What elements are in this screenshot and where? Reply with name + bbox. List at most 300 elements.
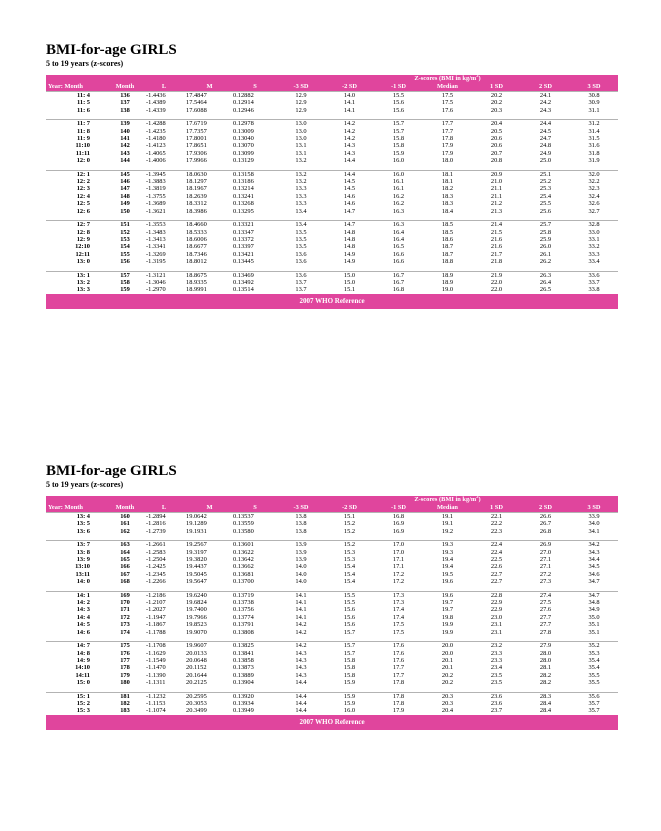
- year-month-cell: 11: 5: [77, 99, 90, 107]
- plus1sd-cell: 20.5: [490, 127, 503, 135]
- minus1sd-cell: 17.8: [392, 699, 405, 707]
- plus3sd-cell: 33.3: [588, 250, 600, 258]
- month-cell: 150: [120, 207, 130, 215]
- s-cell: 0.13347: [233, 228, 254, 236]
- minus1sd-cell: 17.7: [392, 664, 405, 672]
- month-cell: 160: [108, 513, 142, 521]
- year-month-cell: 11:11: [75, 149, 90, 157]
- page-title: BMI-for-age GIRLS: [46, 42, 177, 58]
- s-cell: 0.13372: [233, 235, 254, 243]
- l-cell: -1.1708: [142, 642, 186, 650]
- minus2sd-cell: 15.7: [325, 642, 374, 650]
- median-cell: 17.6: [441, 106, 454, 114]
- minus1sd-cell: 17.2: [392, 570, 405, 578]
- minus3sd-cell: 13.3: [295, 200, 307, 208]
- plus2sd-cell: 27.2: [539, 570, 552, 578]
- month-cell: 179: [120, 671, 130, 679]
- table-row: [46, 193, 618, 200]
- median-cell: 19.1: [441, 520, 454, 528]
- month-cell: 158: [120, 278, 130, 286]
- plus2sd-cell: 28.0: [539, 649, 552, 657]
- m-cell: 17.7357: [186, 127, 207, 135]
- year-month-cell: 14: 1: [46, 591, 108, 599]
- col-header-month: Month: [108, 83, 142, 92]
- minus3sd-cell: 14.4: [277, 692, 325, 700]
- s-cell: 0.13492: [233, 278, 254, 286]
- month-cell: 163: [108, 541, 142, 549]
- year-month-cell: 13: 7: [46, 541, 108, 549]
- table-row: [46, 541, 618, 549]
- year-month-cell: 14:10: [75, 664, 90, 672]
- median-cell: 19.0: [441, 286, 454, 294]
- table-row: [46, 251, 618, 258]
- plus3sd-cell: 34.7: [570, 591, 618, 599]
- plus2sd-cell: 24.3: [539, 106, 552, 114]
- l-cell: -1.3553: [142, 221, 186, 229]
- s-cell: 0.13040: [233, 135, 254, 143]
- plus1sd-cell: 23.1: [490, 628, 503, 636]
- plus2sd-cell: 24.7: [539, 135, 552, 143]
- median-cell: 17.9: [441, 142, 454, 150]
- page-title: BMI-for-age GIRLS: [46, 463, 177, 479]
- m-cell: 19.2567: [186, 541, 233, 549]
- plus2sd-cell: 24.5: [539, 127, 552, 135]
- median-cell: 19.6: [423, 591, 472, 599]
- page-subtitle: 5 to 19 years (z-scores): [46, 59, 124, 68]
- table-row: [46, 185, 618, 192]
- plus1sd-cell: 21.2: [490, 200, 503, 208]
- plus1sd-cell: 21.0: [490, 178, 503, 186]
- minus2sd-cell: 15.2: [343, 520, 356, 528]
- l-cell: -1.2816: [146, 520, 166, 528]
- plus3sd-cell: 34.0: [588, 520, 600, 528]
- plus3sd-cell: 32.4: [588, 192, 600, 200]
- table-row: [46, 700, 618, 707]
- median-cell: 18.6: [441, 235, 454, 243]
- minus2sd-cell: 14.5: [343, 178, 356, 186]
- minus3sd-cell: 14.1: [295, 599, 307, 607]
- m-cell: 18.2639: [186, 192, 207, 200]
- s-cell: 0.12914: [233, 99, 254, 107]
- plus2sd-cell: 27.4: [521, 591, 570, 599]
- plus3sd-cell: 33.9: [570, 513, 618, 521]
- l-cell: -1.4389: [146, 99, 166, 107]
- plus3sd-cell: 35.7: [588, 699, 600, 707]
- plus2sd-cell: 24.9: [539, 149, 552, 157]
- minus1sd-cell: 16.4: [392, 235, 405, 243]
- minus3sd-cell: 14.0: [295, 570, 307, 578]
- col-header-2sd: 2 SD: [521, 83, 570, 92]
- l-cell: -1.1549: [146, 656, 166, 664]
- table-row: [46, 520, 618, 527]
- year-month-cell: 12:10: [75, 243, 90, 251]
- minus3sd-cell: 13.0: [277, 120, 325, 128]
- minus3sd-cell: 13.5: [295, 228, 307, 236]
- plus1sd-cell: 22.8: [472, 591, 521, 599]
- year-month-cell: 13: 1: [46, 271, 108, 279]
- plus3sd-cell: 35.4: [588, 664, 600, 672]
- year-month-cell: 14: 2: [76, 599, 90, 607]
- s-cell: 0.13580: [233, 527, 254, 535]
- minus2sd-cell: 15.4: [343, 570, 356, 578]
- table-row: [46, 672, 618, 679]
- table-row: [46, 650, 618, 657]
- col-header-minus3sd: -3 SD: [277, 504, 325, 513]
- year-month-cell: 12: 4: [76, 192, 90, 200]
- table-row: [46, 170, 618, 178]
- m-cell: 20.2125: [186, 679, 207, 687]
- minus1sd-cell: 17.4: [392, 606, 405, 614]
- s-cell: 0.13514: [233, 286, 254, 294]
- month-cell: 183: [120, 707, 130, 715]
- minus1sd-cell: 15.5: [374, 92, 423, 100]
- m-cell: 19.8523: [186, 621, 207, 629]
- m-cell: 18.1297: [186, 178, 207, 186]
- plus1sd-cell: 22.7: [490, 570, 503, 578]
- table-row: [46, 621, 618, 628]
- month-cell: 152: [120, 228, 130, 236]
- m-cell: 19.5647: [186, 578, 207, 586]
- month-cell: 172: [120, 613, 130, 621]
- minus1sd-cell: 16.0: [392, 157, 405, 165]
- minus2sd-cell: 15.4: [343, 563, 356, 571]
- table-row: [46, 157, 618, 164]
- s-cell: 0.13268: [233, 200, 254, 208]
- plus1sd-cell: 23.5: [490, 679, 503, 687]
- l-cell: -1.4339: [146, 106, 166, 114]
- s-cell: 0.13662: [233, 563, 254, 571]
- minus3sd-cell: 14.2: [295, 621, 307, 629]
- minus2sd-cell: 15.3: [343, 556, 356, 564]
- col-header-minus3sd: -3 SD: [277, 83, 325, 92]
- plus1sd-cell: 22.9: [490, 599, 503, 607]
- year-month-cell: 14: 0: [76, 578, 90, 586]
- year-month-cell: 14: 5: [76, 621, 90, 629]
- m-cell: 19.9070: [186, 628, 207, 636]
- plus2sd-cell: 25.4: [539, 192, 552, 200]
- minus3sd-cell: 13.8: [277, 513, 325, 521]
- m-cell: 20.0648: [186, 656, 207, 664]
- l-cell: -1.3195: [146, 258, 166, 266]
- median-cell: 19.6: [441, 578, 454, 586]
- plus3sd-cell: 33.8: [588, 286, 600, 294]
- table-row: [46, 286, 618, 293]
- plus2sd-cell: 28.0: [539, 656, 552, 664]
- plus3sd-cell: 34.2: [570, 541, 618, 549]
- plus3sd-cell: 35.0: [588, 613, 600, 621]
- table-row: [46, 556, 618, 563]
- plus2sd-cell: 26.6: [521, 513, 570, 521]
- month-cell: 139: [108, 120, 142, 128]
- minus3sd-cell: 13.2: [295, 157, 307, 165]
- plus2sd-cell: 25.7: [521, 221, 570, 229]
- col-header-1sd: 1 SD: [472, 83, 521, 92]
- plus3sd-cell: 33.6: [570, 271, 618, 279]
- plus3sd-cell: 35.5: [588, 671, 600, 679]
- minus1sd-cell: 16.6: [392, 258, 405, 266]
- year-month-cell: 13:10: [75, 563, 90, 571]
- minus3sd-cell: 13.4: [277, 221, 325, 229]
- col-header-m: M: [186, 504, 233, 513]
- month-cell: 173: [120, 621, 130, 629]
- plus1sd-cell: 21.9: [472, 271, 521, 279]
- median-cell: 19.8: [441, 613, 454, 621]
- m-cell: 18.9991: [186, 286, 207, 294]
- year-month-cell: 13: 3: [76, 286, 90, 294]
- minus3sd-cell: 14.4: [295, 707, 307, 715]
- bmi-zscore-table: [46, 496, 618, 730]
- m-cell: 17.5464: [186, 99, 207, 107]
- year-month-cell: 11: 8: [77, 127, 90, 135]
- s-cell: 0.13186: [233, 178, 254, 186]
- month-cell: 155: [120, 250, 130, 258]
- minus2sd-cell: 15.8: [343, 656, 356, 664]
- plus1sd-cell: 20.6: [490, 135, 503, 143]
- plus3sd-cell: 33.7: [588, 278, 600, 286]
- plus1sd-cell: 21.1: [490, 192, 503, 200]
- l-cell: -1.2186: [142, 591, 186, 599]
- m-cell: 18.7346: [186, 250, 207, 258]
- month-cell: 181: [108, 692, 142, 700]
- median-cell: 19.4: [441, 563, 454, 571]
- plus3sd-cell: 30.9: [588, 99, 600, 107]
- minus2sd-cell: 14.4: [325, 170, 374, 178]
- l-cell: -1.4180: [146, 135, 166, 143]
- table-row: [46, 120, 618, 128]
- l-cell: -1.4006: [146, 157, 166, 165]
- plus2sd-cell: 25.2: [539, 178, 552, 186]
- table-row: [46, 528, 618, 535]
- table-row: [46, 606, 618, 613]
- median-cell: 18.3: [441, 192, 454, 200]
- plus1sd-cell: 22.7: [490, 578, 503, 586]
- year-month-cell: 12: 7: [46, 221, 108, 229]
- table-row: [46, 271, 618, 279]
- month-cell: 145: [108, 170, 142, 178]
- l-cell: -1.3689: [146, 200, 166, 208]
- plus1sd-cell: 23.4: [490, 664, 503, 672]
- plus2sd-cell: 24.8: [539, 142, 552, 150]
- plus2sd-cell: 27.5: [539, 599, 552, 607]
- plus2sd-cell: 27.7: [539, 621, 552, 629]
- median-cell: 17.7: [423, 120, 472, 128]
- plus2sd-cell: 26.1: [539, 250, 552, 258]
- table-row: [46, 142, 618, 149]
- m-cell: 20.2595: [186, 692, 233, 700]
- year-month-cell: 11: 9: [77, 135, 90, 143]
- s-cell: 0.13158: [233, 170, 277, 178]
- plus3sd-cell: 35.1: [588, 621, 600, 629]
- l-cell: -1.2894: [142, 513, 186, 521]
- minus3sd-cell: 13.8: [295, 527, 307, 535]
- l-cell: -1.2504: [146, 556, 166, 564]
- minus2sd-cell: 15.0: [325, 271, 374, 279]
- l-cell: -1.4288: [142, 120, 186, 128]
- year-month-cell: 13: 0: [76, 258, 90, 266]
- col-header-minus2sd: -2 SD: [325, 83, 374, 92]
- plus1sd-cell: 23.3: [490, 649, 503, 657]
- minus1sd-cell: 17.6: [392, 649, 405, 657]
- median-cell: 20.1: [441, 664, 454, 672]
- plus1sd-cell: 20.6: [490, 142, 503, 150]
- minus3sd-cell: 14.4: [295, 679, 307, 687]
- minus2sd-cell: 14.8: [343, 228, 356, 236]
- minus2sd-cell: 14.2: [325, 120, 374, 128]
- median-cell: 19.3: [423, 541, 472, 549]
- plus3sd-cell: 31.8: [588, 149, 600, 157]
- minus1sd-cell: 15.6: [392, 106, 405, 114]
- table-row: [46, 208, 618, 215]
- minus1sd-cell: 15.9: [392, 149, 405, 157]
- minus2sd-cell: 14.3: [343, 149, 356, 157]
- plus2sd-cell: 26.7: [539, 520, 552, 528]
- minus2sd-cell: 15.1: [325, 513, 374, 521]
- plus1sd-cell: 20.9: [472, 170, 521, 178]
- minus3sd-cell: 14.1: [277, 591, 325, 599]
- l-cell: -1.3121: [142, 271, 186, 279]
- month-cell: 140: [120, 127, 130, 135]
- plus1sd-cell: 23.3: [490, 656, 503, 664]
- table-row: [46, 107, 618, 114]
- plus3sd-cell: 30.8: [570, 92, 618, 100]
- month-cell: 143: [120, 149, 130, 157]
- minus2sd-cell: 16.0: [343, 707, 356, 715]
- plus1sd-cell: 23.5: [490, 671, 503, 679]
- table-row: [46, 591, 618, 599]
- plus3sd-cell: 32.8: [570, 221, 618, 229]
- median-cell: 19.5: [441, 570, 454, 578]
- plus1sd-cell: 22.5: [490, 556, 503, 564]
- plus1sd-cell: 21.6: [490, 243, 503, 251]
- minus1sd-cell: 17.8: [374, 692, 423, 700]
- plus3sd-cell: 31.4: [588, 127, 600, 135]
- plus3sd-cell: 33.2: [588, 243, 600, 251]
- m-cell: 19.1289: [186, 520, 207, 528]
- l-cell: -1.2661: [142, 541, 186, 549]
- plus3sd-cell: 34.6: [588, 570, 600, 578]
- minus1sd-cell: 17.4: [392, 613, 405, 621]
- year-month-cell: 11: 6: [77, 106, 90, 114]
- year-month-cell: 13: 6: [76, 527, 90, 535]
- table-row: [46, 571, 618, 578]
- l-cell: -1.1629: [146, 649, 166, 657]
- median-cell: 18.7: [441, 250, 454, 258]
- plus3sd-cell: 32.0: [570, 170, 618, 178]
- year-month-cell: 15: 0: [76, 679, 90, 687]
- minus1sd-cell: 17.1: [392, 556, 405, 564]
- minus3sd-cell: 13.0: [295, 135, 307, 143]
- s-cell: 0.13214: [233, 185, 254, 193]
- minus3sd-cell: 13.3: [295, 185, 307, 193]
- plus3sd-cell: 31.5: [588, 135, 600, 143]
- s-cell: 0.13756: [233, 606, 254, 614]
- minus1sd-cell: 17.7: [392, 671, 405, 679]
- median-cell: 17.9: [441, 149, 454, 157]
- minus2sd-cell: 14.8: [343, 235, 356, 243]
- col-header-minus1sd: -1 SD: [374, 504, 423, 513]
- year-month-cell: 12: 9: [76, 235, 90, 243]
- minus3sd-cell: 13.5: [295, 235, 307, 243]
- m-cell: 18.9335: [186, 278, 207, 286]
- minus2sd-cell: 15.5: [343, 599, 356, 607]
- year-month-cell: 12: 1: [46, 170, 108, 178]
- minus2sd-cell: 14.6: [343, 200, 356, 208]
- minus2sd-cell: 14.2: [343, 127, 356, 135]
- s-cell: 0.13295: [233, 207, 254, 215]
- month-cell: 169: [108, 591, 142, 599]
- median-cell: 18.9: [441, 278, 454, 286]
- year-month-cell: 11: 7: [46, 120, 108, 128]
- minus3sd-cell: 12.9: [295, 99, 307, 107]
- minus2sd-cell: 14.6: [343, 192, 356, 200]
- median-cell: 18.0: [441, 157, 454, 165]
- zscores-header: Z-scores (BMI in $kg/m^2$): [277, 75, 618, 83]
- s-cell: 0.13129: [233, 157, 254, 165]
- m-cell: 20.1152: [186, 664, 207, 672]
- minus2sd-cell: 15.7: [343, 649, 356, 657]
- m-cell: 19.6824: [186, 599, 207, 607]
- month-cell: 151: [108, 221, 142, 229]
- plus1sd-cell: 22.4: [490, 548, 503, 556]
- l-cell: -1.3046: [146, 278, 166, 286]
- month-cell: 164: [120, 548, 130, 556]
- month-cell: 159: [120, 286, 130, 294]
- plus2sd-cell: 28.1: [539, 664, 552, 672]
- plus1sd-cell: 20.2: [472, 92, 521, 100]
- minus2sd-cell: 14.0: [325, 92, 374, 100]
- plus2sd-cell: 26.4: [539, 278, 552, 286]
- plus3sd-cell: 32.7: [588, 207, 600, 215]
- plus2sd-cell: 28.2: [539, 671, 552, 679]
- minus1sd-cell: 17.9: [392, 707, 405, 715]
- year-month-cell: 12: 3: [76, 185, 90, 193]
- l-cell: -1.4123: [146, 142, 166, 150]
- minus2sd-cell: 15.6: [343, 613, 356, 621]
- month-cell: 161: [120, 520, 130, 528]
- minus3sd-cell: 14.3: [295, 656, 307, 664]
- year-month-cell: 14: 6: [76, 628, 90, 636]
- minus1sd-cell: 16.2: [392, 192, 405, 200]
- minus2sd-cell: 14.1: [343, 99, 356, 107]
- median-cell: 20.2: [441, 671, 454, 679]
- table-row: [46, 221, 618, 229]
- plus2sd-cell: 25.5: [539, 200, 552, 208]
- table-row: [46, 128, 618, 135]
- plus2sd-cell: 28.2: [539, 679, 552, 687]
- month-cell: 170: [120, 599, 130, 607]
- s-cell: 0.13099: [233, 149, 254, 157]
- table-row: [46, 258, 618, 265]
- table-row: [46, 135, 618, 142]
- m-cell: 18.8012: [186, 258, 207, 266]
- minus1sd-cell: 17.2: [392, 578, 405, 586]
- minus2sd-cell: 15.7: [343, 628, 356, 636]
- l-cell: -1.2266: [146, 578, 166, 586]
- minus3sd-cell: 14.1: [295, 613, 307, 621]
- month-cell: 146: [120, 178, 130, 186]
- l-cell: -1.2345: [146, 570, 166, 578]
- m-cell: 17.4847: [186, 92, 233, 100]
- l-cell: -1.2583: [146, 548, 166, 556]
- minus1sd-cell: 16.9: [392, 527, 405, 535]
- m-cell: 18.4660: [186, 221, 233, 229]
- minus3sd-cell: 14.4: [295, 699, 307, 707]
- plus1sd-cell: 22.9: [490, 606, 503, 614]
- month-cell: 180: [120, 679, 130, 687]
- l-cell: -1.3269: [146, 250, 166, 258]
- plus2sd-cell: 27.3: [539, 578, 552, 586]
- s-cell: 0.13622: [233, 548, 254, 556]
